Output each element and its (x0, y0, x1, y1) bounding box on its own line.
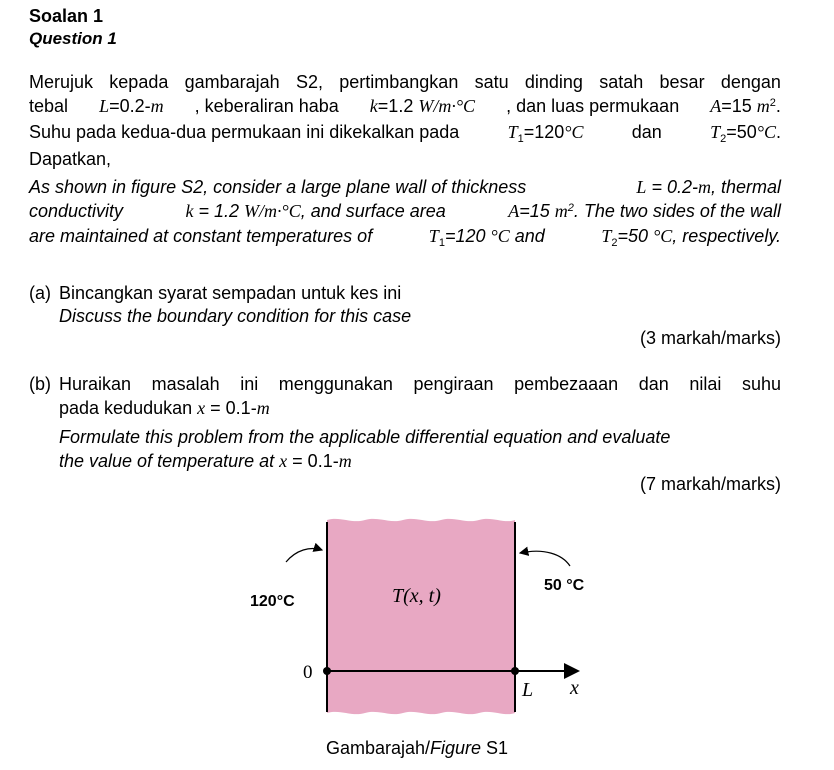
origin-dot (323, 667, 331, 675)
right-heat-arrow (520, 551, 570, 566)
part-a-marks: (3 markah/marks) (639, 328, 781, 348)
L-label: L (522, 679, 534, 701)
part-b-english-line-1: Formulate this problem from the applicable differential equation and evaluate (59, 427, 671, 447)
intro-my-line-1: Merujuk kepada gambarajah S2, pertimbangkan satu dinding satah besar dengan (29, 72, 781, 92)
right-temp-label: 50 °C (544, 577, 585, 594)
left-temp-label: 120°C (250, 593, 295, 610)
part-b-english-line-2: the value of temperature at x = 0.1-m (59, 451, 352, 471)
part-a-label: (a) (29, 283, 51, 303)
wall-body (327, 519, 515, 714)
L-dot (511, 667, 519, 675)
part-b-malay-line-1: Huraikan masalah ini menggunakan pengiraan pembezaaan dan nilai suhu (59, 374, 781, 394)
origin-label: 0 (303, 662, 313, 683)
intro-en-line-1: As shown in figure S2, consider a large plane wall of thickness L = 0.2-m, thermal (29, 177, 781, 197)
part-a-text-malay: Bincangkan syarat sempadan untuk kes ini (59, 283, 402, 303)
x-axis-label: x (570, 677, 579, 699)
intro-my-line-2: tebal L=0.2-m , keberaliran haba k=1.2 W/m·°C , dan luas permukaan A=15 $m^2$. (29, 96, 781, 116)
part-b-malay-line-2: pada kedudukan x = 0.1-m (59, 398, 270, 418)
intro-en-line-3: are maintained at constant temperatures of $T_1=120$ °C and $T_2=50$ °C, respectively. (29, 226, 781, 249)
part-b-marks: (7 markah/marks) (639, 474, 781, 494)
intro-my-line-3: Suhu pada kedua-dua permukaan ini dikekalkan pada $T_1=120^\circ C$ dan $T_2=50^\circ C$. (29, 122, 781, 145)
intro-my-line-4: Dapatkan, (29, 149, 112, 169)
temperature-function-label: T(x, t) (392, 585, 441, 607)
part-a-text-english: Discuss the boundary condition for this case (59, 306, 412, 326)
question-title-english: Question 1 (29, 29, 117, 48)
part-b-label: (b) (29, 374, 51, 394)
intro-en-line-2: conductivity k = 1.2 W/m·°C, and surface area A=15 $m^2$. The two sides of the wall (29, 201, 781, 221)
figure-caption: Gambarajah/Figure S1 (325, 738, 509, 758)
question-title-malay: Soalan 1 (29, 6, 104, 26)
left-heat-arrow (286, 549, 322, 563)
